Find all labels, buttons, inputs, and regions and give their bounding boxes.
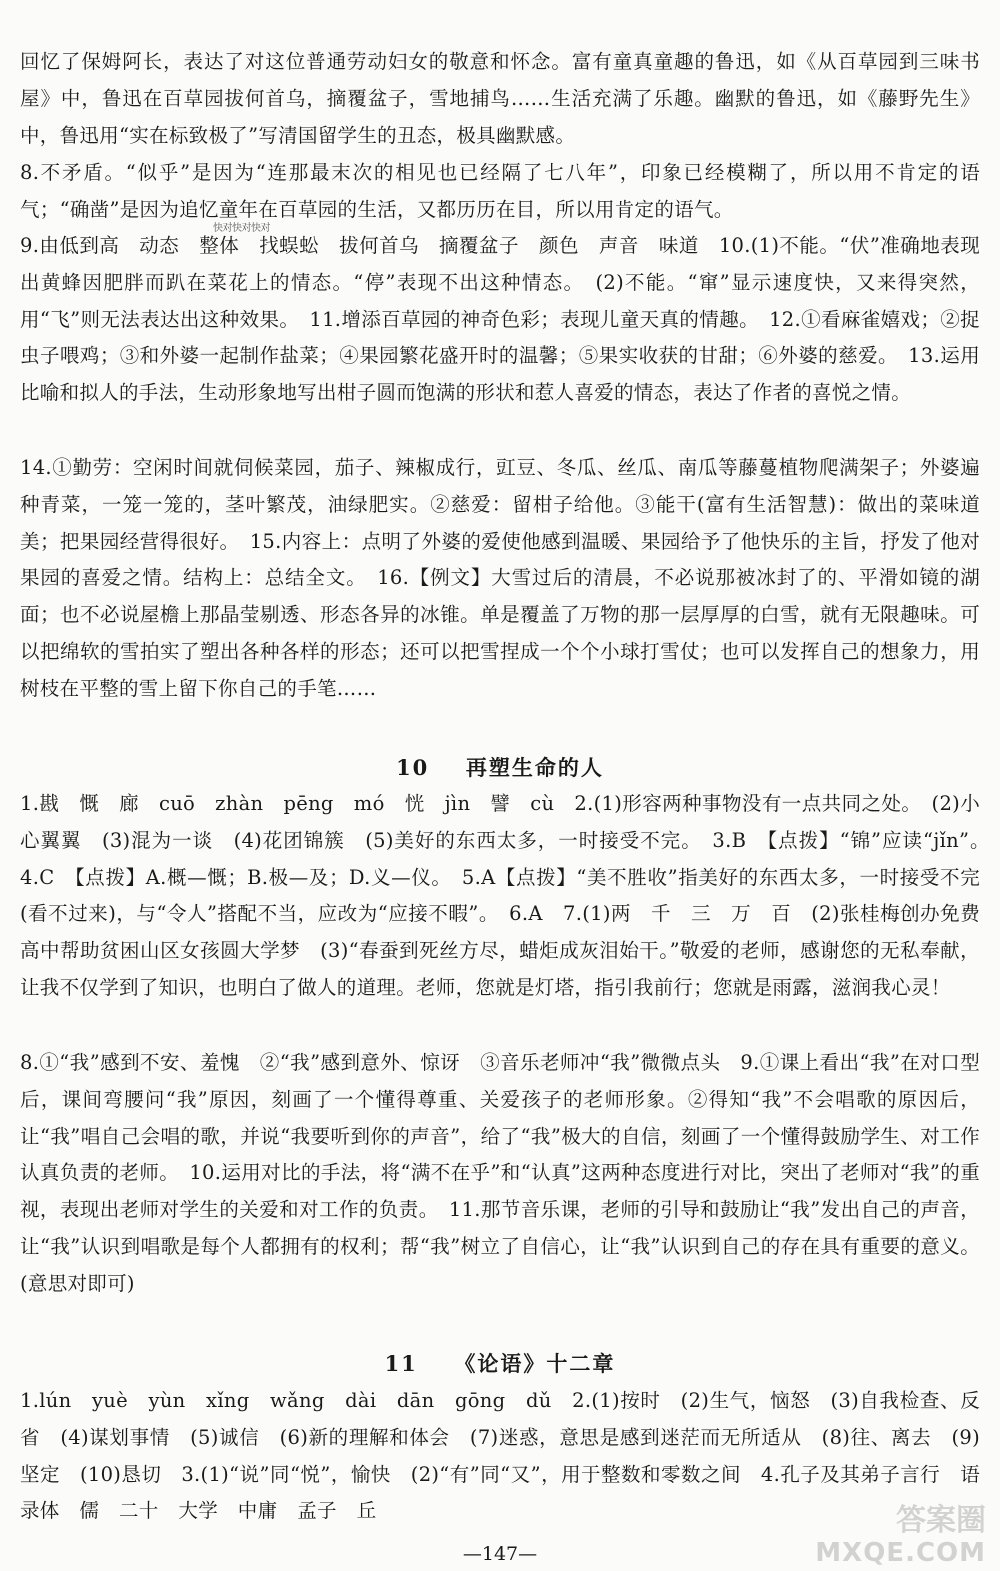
answers-14-to-16: 14.①勤劳：空闲时间就伺候菜园，茄子、辣椒成行，豇豆、冬瓜、丝瓜、南瓜等藤蔓植物爬满架子；外婆遍种青菜，一笼一笼的，茎叶繁茂，油绿肥实。②慈爱：留柑子给他。③能干(富有生活智慧)：做出的菜味道美；把果园经营得很好。 15.内容上：点明了外婆的爱使他感到温暖、果园给予了他快乐的主旨，抒发了他对果园的喜爱之情。结构上：总结全文。 16.【例文】大雪过后的清晨，不必说那被冰封了的、平滑如镜的湖面；也不必说屋檐上那晶莹剔透、形态各异的冰锥。单是覆盖了万物的那一层厚厚的白雪，就有无限趣味。可以把绵软的雪拍实了塑出各种各样的形态；还可以把雪捏成一个个小球打雪仗；也可以发挥自己的想象力，用树枝在平整的雪上留下你自己的手笔…… (20, 456, 980, 700)
watermark-logo-text: 答案圈 (896, 1503, 986, 1538)
paragraph-lu-xun-summary: 回忆了保姆阿长，表达了对这位普通劳动妇女的敬意和怀念。富有童真童趣的鲁迅，如《从百草园到三味书屋》中，鲁迅在百草园拔何首乌，摘覆盆子，雪地捕鸟……生活充满了乐趣。幽默的鲁迅，如《藤野先生》中，鲁迅用“实在标致极了”写清国留学生的丑态，极具幽默感。 (20, 50, 980, 147)
lesson-11-answers: 1.lún yuè yùn xǐng wǎng dài dān gōng dǔ 2.(1)按时 (2)生气，恼怒 (3)自我检查、反省 (4)谋划事情 (5)诚信 (6)新的理解和体会 (7)迷惑，意思是感到迷茫而无所适从 (8)往、离去 (9)坚定 (10)恳切 3.(1)“说”同“悦”，愉快 (2)“有”同“又”，用于整数和零数之间 4.孔子及其弟子言行 语录体 儒 二十 大学 中庸 孟子 丘 (20, 1389, 980, 1523)
lesson-11-number: 11 (384, 1351, 418, 1376)
answers-9-to-13: 9.由低到高 动态 整体 找蜈蚣 拔何首乌 摘覆盆子 颜色 声音 味道 10.(1)不能。“伏”准确地表现出黄蜂因肥胖而趴在菜花上的情态。“停”表现不出这种情态。 (2)不能。“窜”显示速度快，又来得突然，用“飞”则无法表达出这种效果。 11.增添百草园的神奇色彩；表现儿童天真的情趣。 12.①看麻雀嬉戏；②捉虫子喂鸡；③和外婆一起制作盐菜；④果园繁花盛开时的温馨；⑤果实收获的甘甜；⑥外婆的慈爱。 13.运用比喻和拟人的手法，生动形象地写出柑子圆而饱满的形状和惹人喜爱的情态，表达了作者的喜悦之情。 (20, 234, 980, 405)
lesson-11-title: 《论语》十二章 (454, 1351, 616, 1376)
lesson-10-answers-8-to-11: 8.①“我”感到不安、羞愧 ②“我”感到意外、惊讶 ③音乐老师冲“我”微微点头 9.①课上看出“我”在对口型后，课间弯腰问“我”原因，刻画了一个懂得尊重、关爱孩子的老师形象。②得知“我”不会唱歌的原因后，让“我”唱自己会唱的歌，并说“我要听到你的声音”，给了“我”极大的自信，刻画了一个懂得鼓励学生、对工作认真负责的老师。 10.运用对比的手法，将“满不在乎”和“认真”这两种态度进行对比，突出了老师对“我”的重视，表现出老师对学生的关爱和对工作的负责。 11.那节音乐课，老师的引导和鼓励让“我”发出自己的声音，让“我”认识到唱歌是每个人都拥有的权利；帮“我”树立了自信心，让“我”认识到自己的存在具有重要的意义。(意思对即可) (20, 1051, 980, 1295)
lesson-10-heading (0, 752, 1000, 782)
lesson-11-heading (0, 1348, 1000, 1378)
page-number: —147— (462, 1543, 538, 1565)
watermark-url: MXQE.COM (815, 1538, 986, 1568)
answer-8: 8.不矛盾。“似乎”是因为“连那最末次的相见也已经隔了七八年”，印象已经模糊了，所以用不肯定的语气；“确凿”是因为追忆童年在百草园的生活，又都历历在目，所以用肯定的语气。 (20, 161, 980, 221)
lesson-10-number: 10 (396, 755, 430, 780)
lesson-10-title: 再塑生命的人 (465, 755, 604, 780)
stamp-mark: 快对快对快对 (213, 223, 270, 234)
lesson-10-answers-1-to-7: 1.戡 慨 廊 cuō zhàn pēng mó 恍 jìn 譬 cù 2.(1)形容两种事物没有一点共同之处。 (2)小心翼翼 (3)混为一谈 (4)花团锦簇 (5)美好的东西太多，一时接受不完。 3.B 【点拨】“锦”应读“jǐn”。 4.C 【点拨】A.概—慨；B.极—及；D.义—仪。 5.A【点拨】“美不胜收”指美好的东西太多，一时接受不完(看不过来)，与“令人”搭配不当，应改为“应接不暇”。 6.A 7.(1)两 千 三 万 百 (2)张桂梅创办免费高中帮助贫困山区女孩圆大学梦 (3)“春蚕到死丝方尽，蜡炬成灰泪始干。”敬爱的老师，感谢您的无私奉献，让我不仅学到了知识，也明白了做人的道理。老师，您就是灯塔，指引我前行；您就是雨露，滋润我心灵！ (20, 792, 1000, 999)
